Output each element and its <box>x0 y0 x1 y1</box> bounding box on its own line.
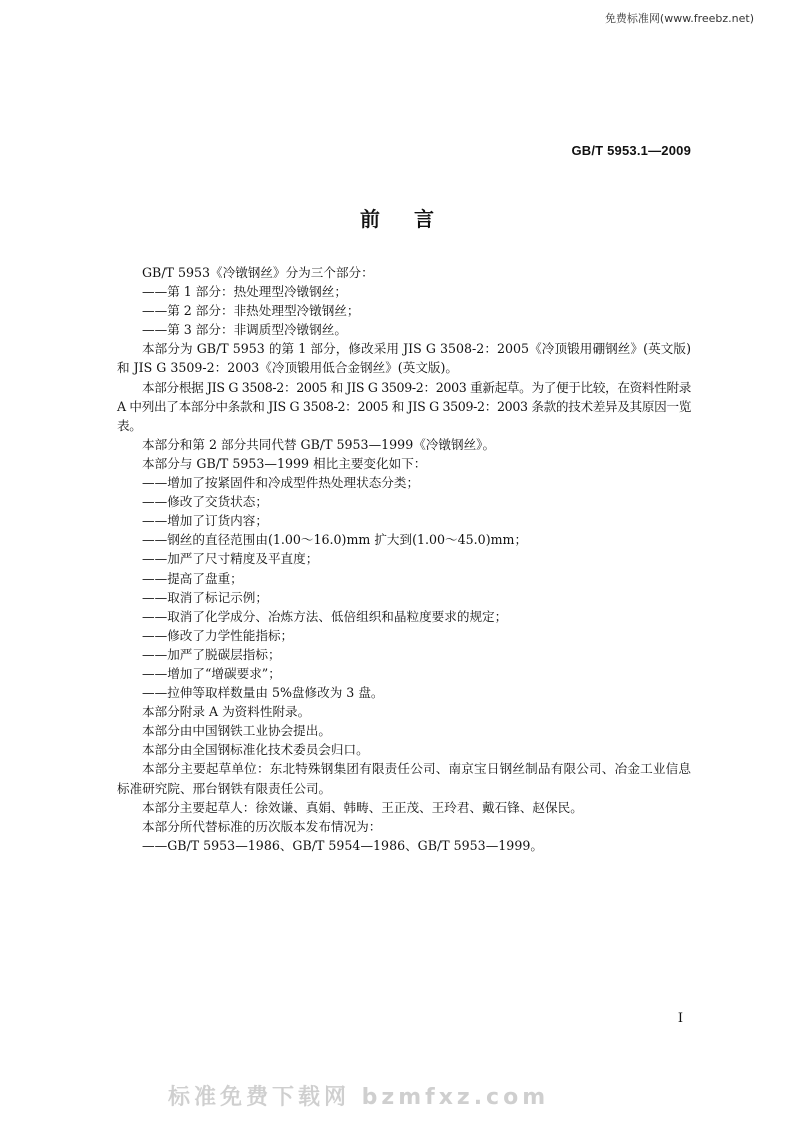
adoption-paragraph: 本部分为 GB/T 5953 的第 1 部分，修改采用 JIS G 3508-2：2005《冷顶锻用硼钢丝》(英文版)和 JIS G 3509-2：2003《冷顶锻用低合金钢丝》(英文版)。 <box>117 341 691 376</box>
change-item: ——修改了力学性能指标； <box>142 627 294 643</box>
change-item: ——增加了订货内容； <box>142 513 268 529</box>
history-intro: 本部分所代替标准的历次版本发布情况为： <box>142 818 382 834</box>
centralized-by: 本部分由全国钢标准化技术委员会归口。 <box>142 742 369 758</box>
replaces-paragraph: 本部分和第 2 部分共同代替 GB/T 5953—1999《冷镦钢丝》。 <box>142 436 496 452</box>
change-item: ——提高了盘重； <box>142 570 243 586</box>
history-item: ——GB/T 5953—1986、GB/T 5954—1986、GB/T 5953—1999。 <box>142 837 543 853</box>
foreword-body <box>117 263 691 855</box>
change-item: ——加严了脱碳层指标； <box>142 646 281 662</box>
source-watermark-header: 免费标准网(www.freebz.net) <box>604 12 754 25</box>
change-item: ——取消了标记示例； <box>142 589 268 605</box>
standard-code: GB/T 5953.1—2009 <box>571 143 691 158</box>
part-item: ——第 2 部分：非热处理型冷镦钢丝； <box>142 303 360 319</box>
page-title: 前言 <box>360 207 468 231</box>
change-item: ——取消了化学成分、冶炼方法、低倍组织和晶粒度要求的规定； <box>142 608 508 624</box>
change-item: ——加严了尺寸精度及平直度； <box>142 551 319 567</box>
proposed-by: 本部分由中国钢铁工业协会提出。 <box>142 723 331 739</box>
part-item: ——第 3 部分：非调质型冷镦钢丝。 <box>142 322 347 338</box>
annex-note: 本部分附录 A 为资料性附录。 <box>142 704 311 720</box>
change-item: ——增加了“增碳要求”； <box>142 665 281 681</box>
drafting-units: 本部分主要起草单位：东北特殊钢集团有限责任公司、南京宝日钢丝制品有限公司、冶金工业信息标准研究院、邢台钢铁有限责任公司。 <box>117 761 691 796</box>
page-number: I <box>677 1011 683 1026</box>
footer-watermark: 标准免费下载网 bzmfxz.com <box>168 1085 550 1110</box>
change-item: ——钢丝的直径范围由(1.00～16.0)mm 扩大到(1.00～45.0)mm； <box>142 532 528 548</box>
changes-intro: 本部分与 GB/T 5953—1999 相比主要变化如下： <box>142 455 427 471</box>
change-item: ——修改了交货状态； <box>142 494 268 510</box>
parts-intro: GB/T 5953《冷镦钢丝》分为三个部分： <box>142 265 374 280</box>
change-item: ——拉伸等取样数量由 5%盘修改为 3 盘。 <box>142 685 384 701</box>
redraft-paragraph: 本部分根据 JIS G 3508-2：2005 和 JIS G 3509-2：2003 重新起草。为了便于比较，在资料性附录 A 中列出了本部分中条款和 JIS G 3508-2：2005 和 JIS G 3509-2：2003 条款的技术差异及其原因一览表。 <box>117 379 691 433</box>
drafters: 本部分主要起草人：徐效谦、真娟、韩畴、王正茂、王玲君、戴石锋、赵保民。 <box>142 799 583 815</box>
part-item: ——第 1 部分：热处理型冷镦钢丝； <box>142 284 347 300</box>
change-item: ——增加了按紧固件和冷成型件热处理状态分类； <box>142 475 420 491</box>
